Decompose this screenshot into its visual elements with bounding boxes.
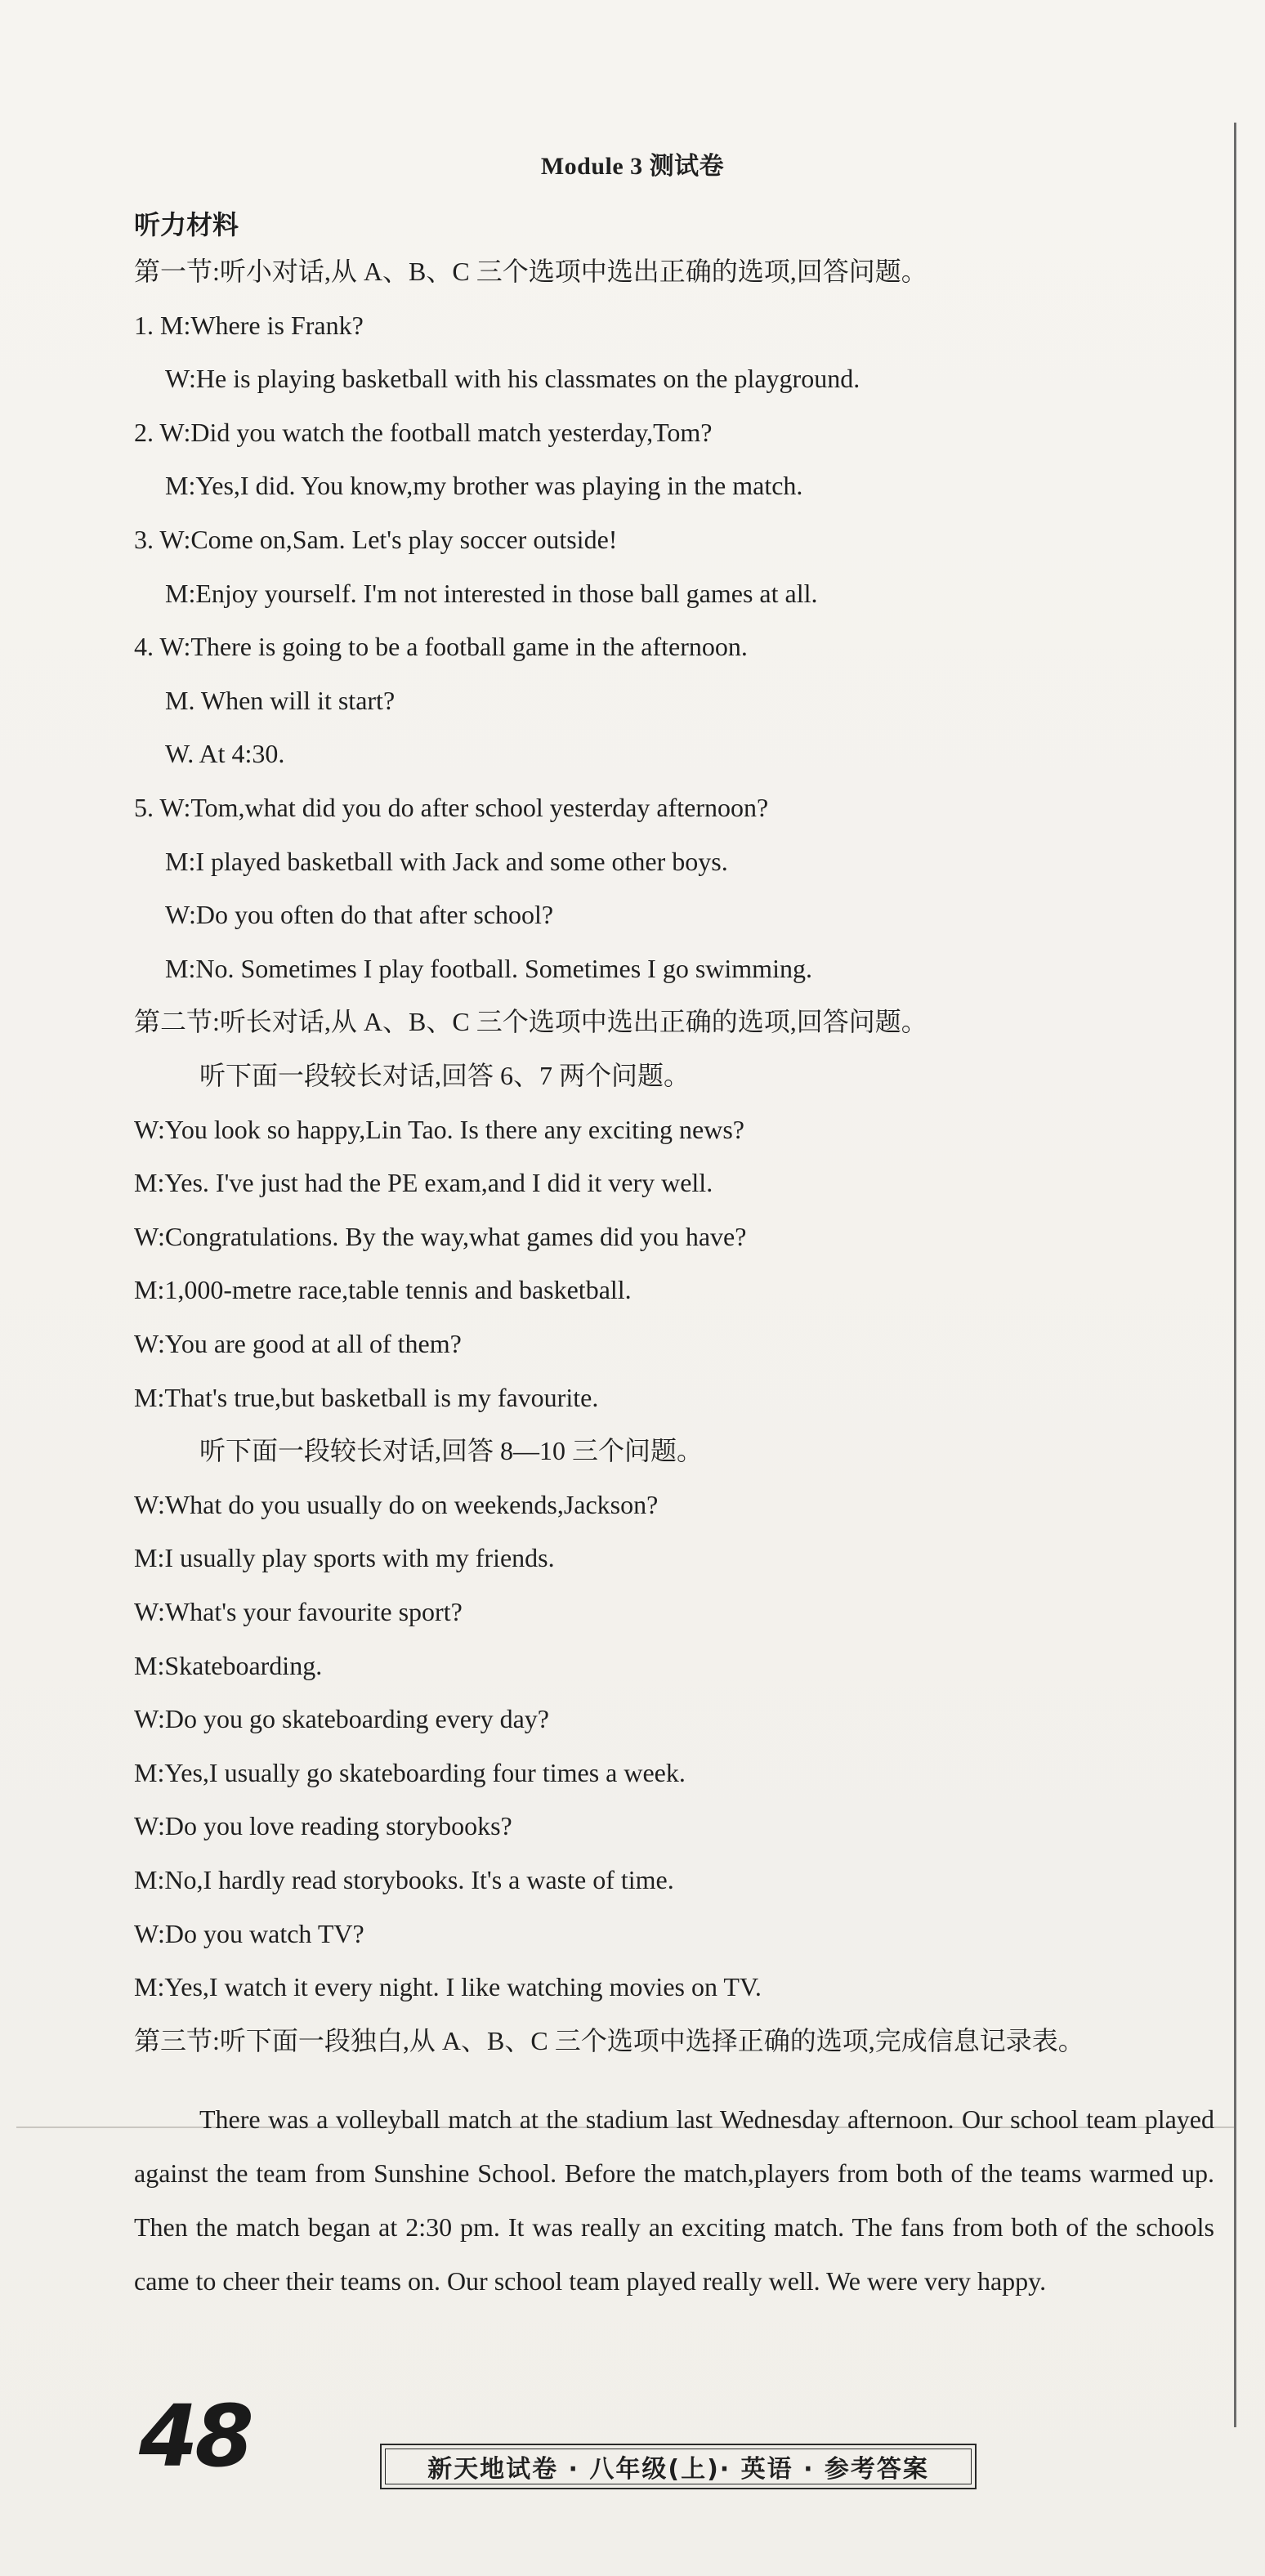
footer-label — [380, 2444, 977, 2489]
transcript-line: M:That's true,but basketball is my favourite. — [134, 1383, 599, 1412]
transcript-line: 第三节:听下面一段独白,从 A、B、C 三个选项中选择正确的选项,完成信息记录表。 — [134, 2026, 1084, 2055]
monologue-paragraph: There was a volleyball match at the stadium last Wednesday afternoon. Our school team played against the team from Sunshine School. Before the match,players from both of the teams warmed up. Then the match began at 2:30 pm. It was really an exciting match. The fans from both of the schools came to cheer their teams on. Our school team played really well. We were very happy. — [134, 2104, 1214, 2296]
transcript-line: M:Yes,I did. You know,my brother was playing in the match. — [165, 471, 803, 500]
transcript-line: 听下面一段较长对话,回答 6、7 两个问题。 — [199, 1061, 691, 1090]
transcript-line: W:You look so happy,Lin Tao. Is there any exciting news? — [134, 1115, 744, 1144]
transcript-line: W:Congratulations. By the way,what games did you have? — [134, 1222, 747, 1251]
footer-text: 新天地试卷 · 八年级(上)· 英语 · 参考答案 — [427, 2455, 929, 2484]
transcript-line: 5. W:Tom,what did you do after school yesterday afternoon? — [134, 793, 769, 822]
transcript-line: M:No. Sometimes I play football. Sometimes I go swimming. — [165, 954, 812, 983]
transcript-line: M:Yes,I watch it every night. I like watching movies on TV. — [134, 1972, 762, 2001]
transcript-line: W:Do you often do that after school? — [165, 900, 554, 929]
transcript-line: M:Skateboarding. — [134, 1651, 323, 1680]
transcript-line: W:Do you love reading storybooks? — [134, 1811, 512, 1840]
page-number: 48 — [139, 2386, 251, 2486]
transcript-line: 第二节:听长对话,从 A、B、C 三个选项中选出正确的选项,回答问题。 — [134, 1007, 928, 1036]
transcript-line: W:You are good at all of them? — [134, 1329, 462, 1358]
transcript-line: W:What's your favourite sport? — [134, 1597, 463, 1626]
page-title: Module 3 测试卷 — [540, 153, 725, 180]
transcript-line: M:1,000-metre race,table tennis and basketball. — [134, 1275, 632, 1304]
transcript-line: M:I usually play sports with my friends. — [134, 1543, 555, 1572]
transcript-line: 3. W:Come on,Sam. Let's play soccer outside! — [134, 525, 618, 554]
transcript-line: M:Yes. I've just had the PE exam,and I did it very well. — [134, 1168, 713, 1197]
transcript-line: W:What do you usually do on weekends,Jackson? — [134, 1490, 659, 1519]
right-margin-rule — [1234, 123, 1236, 2427]
transcript-line: W:Do you watch TV? — [134, 1919, 364, 1948]
section-heading: 听力材料 — [134, 209, 239, 240]
transcript-line: M:I played basketball with Jack and some other boys. — [165, 847, 728, 876]
transcript-line: 2. W:Did you watch the football match yesterday,Tom? — [134, 418, 713, 447]
transcript-line: 1. M:Where is Frank? — [134, 311, 364, 340]
transcript-line: M:No,I hardly read storybooks. It's a waste of time. — [134, 1865, 674, 1894]
transcript-line: M:Enjoy yourself. I'm not interested in those ball games at all. — [165, 579, 818, 608]
transcript-line: 第一节:听小对话,从 A、B、C 三个选项中选出正确的选项,回答问题。 — [134, 257, 928, 286]
transcript-line: M. When will it start? — [165, 686, 396, 715]
transcript-line: M:Yes,I usually go skateboarding four times a week. — [134, 1758, 686, 1787]
transcript-line: W. At 4:30. — [165, 739, 285, 768]
transcript-line: 听下面一段较长对话,回答 8—10 三个问题。 — [199, 1436, 704, 1465]
transcript-line: W:He is playing basketball with his classmates on the playground. — [165, 364, 860, 393]
transcript-line: W:Do you go skateboarding every day? — [134, 1704, 549, 1733]
transcript-line: 4. W:There is going to be a football game in the afternoon. — [134, 632, 748, 661]
